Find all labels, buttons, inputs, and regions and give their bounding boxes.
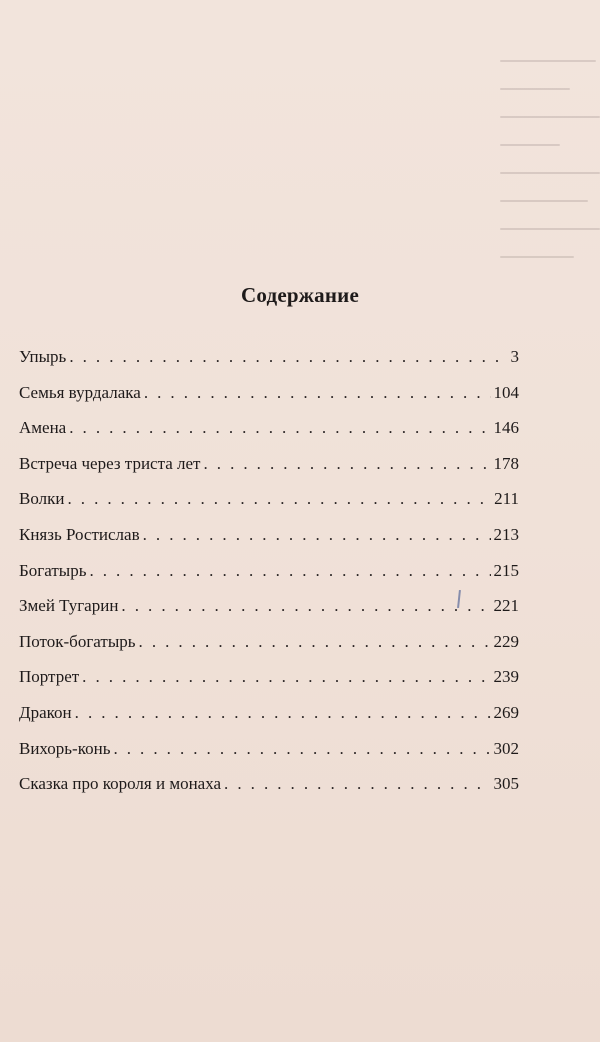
toc-entry-title: Поток-богатырь <box>19 631 136 651</box>
dot-leader <box>75 699 491 727</box>
toc-entry-page: 213 <box>493 524 519 544</box>
toc-entry-title: Волки <box>19 489 65 509</box>
toc-entry-page: 104 <box>493 382 519 402</box>
toc-entry-page: 302 <box>493 738 519 758</box>
toc-entry-page: 178 <box>493 453 519 473</box>
dot-leader <box>113 735 490 763</box>
toc-entry-title: Встреча через триста лет <box>19 453 201 473</box>
toc-entry <box>19 379 519 415</box>
toc-entry-page: 3 <box>510 347 519 366</box>
toc-entry <box>19 521 519 557</box>
toc-entry-page: 146 <box>493 418 519 438</box>
dot-leader <box>143 521 491 549</box>
dot-leader <box>121 592 490 620</box>
toc-entry-title: Богатырь <box>19 560 87 580</box>
toc-entry-page: 239 <box>493 667 519 687</box>
toc-entry-title: Сказка про короля и монаха <box>19 774 222 794</box>
toc-entry-title: Портрет <box>19 667 80 687</box>
toc-entry <box>19 735 519 771</box>
toc-entry-title: Семья вурдалака <box>19 382 141 402</box>
dot-leader <box>67 485 491 513</box>
toc-entry <box>19 485 519 521</box>
toc-entry-title: Вихорь-конь <box>19 738 111 758</box>
toc-entry <box>19 557 519 593</box>
toc-entry-title: Змей Тугарин <box>19 596 119 616</box>
toc-entry <box>19 450 519 486</box>
toc-entry <box>19 628 519 664</box>
toc-entry <box>19 699 519 735</box>
toc-entry <box>19 414 519 450</box>
dot-leader <box>69 414 490 442</box>
toc-entry <box>19 343 519 379</box>
toc-entry-page: 211 <box>494 489 519 509</box>
toc-entry <box>19 770 519 806</box>
toc-heading: Содержание <box>241 283 359 307</box>
toc-entry-page: 269 <box>493 702 519 722</box>
toc-entry-title: Дракон <box>19 702 72 722</box>
toc-entry-page: 221 <box>493 596 519 616</box>
dot-leader <box>224 770 490 798</box>
dot-leader <box>203 450 490 478</box>
toc-entry <box>19 592 519 628</box>
toc-entry-title: Князь Ростислав <box>19 524 140 544</box>
bleed-through-text <box>500 60 600 300</box>
toc-entry-title: Упырь <box>19 347 67 366</box>
toc-entry-page: 229 <box>493 631 519 651</box>
dot-leader <box>144 379 491 407</box>
dot-leader <box>69 343 507 371</box>
dot-leader <box>89 557 490 585</box>
dot-leader <box>82 663 490 691</box>
toc-entry-title: Амена <box>19 418 67 438</box>
toc-entry-page: 305 <box>493 774 519 794</box>
table-of-contents <box>19 343 519 806</box>
toc-entry-page: 215 <box>493 560 519 580</box>
toc-entry <box>19 663 519 699</box>
dot-leader <box>139 628 491 656</box>
